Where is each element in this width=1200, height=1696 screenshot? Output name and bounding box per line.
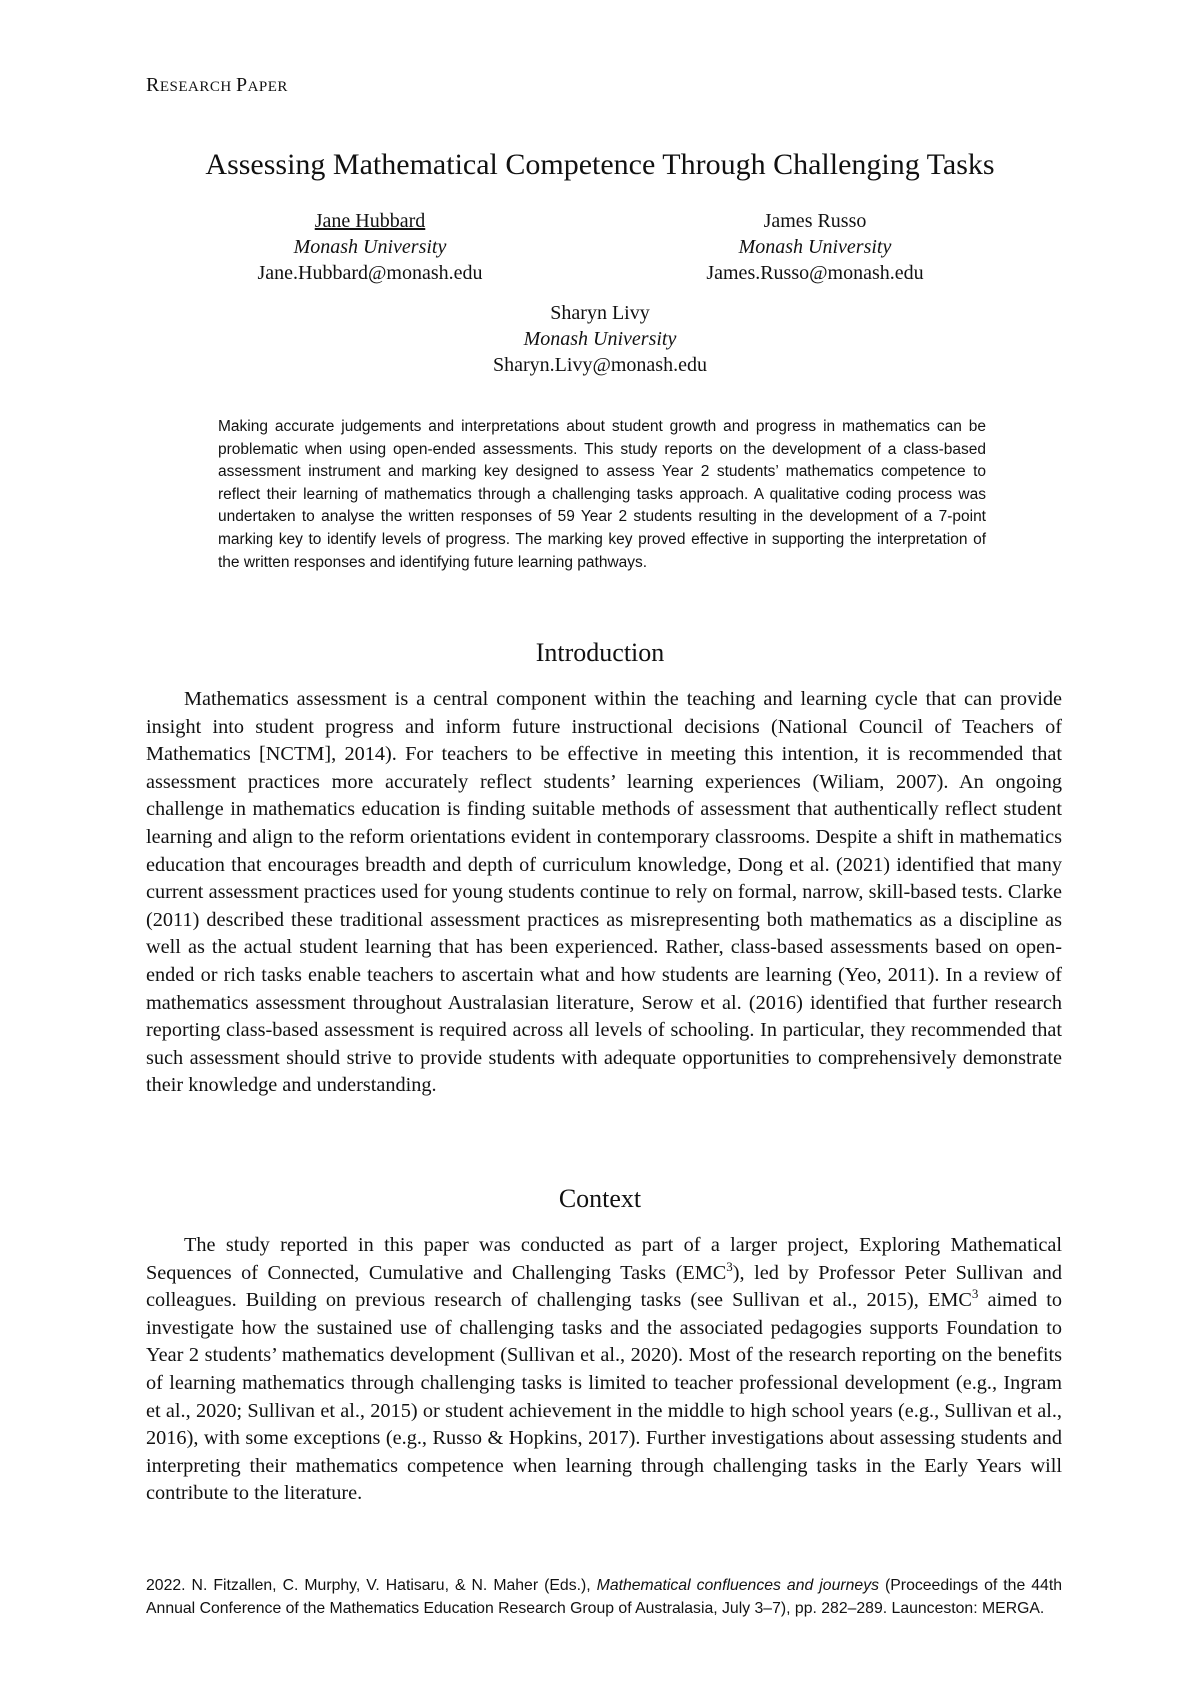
author-block-3 — [420, 300, 780, 378]
author-email: Sharyn.Livy@monash.edu — [493, 354, 707, 376]
abstract: Making accurate judgements and interpretations about student growth and progress in mathematics can be problematic when using open-ended assessments. This study reports on the development of a class-based assessment instrument and marking key designed to assess Year 2 students’ mathematics competence to reflect their learning of mathematics through a challenging tasks approach. A qualitative coding process was undertaken to analyse the written responses of 59 Year 2 students resulting in the development of a 7-point marking key to identify levels of progress. The marking key proved effective in supporting the interpretation of the written responses and identifying future learning pathways. — [218, 418, 986, 571]
author-affiliation: Monash University — [738, 236, 892, 258]
author-block-1 — [220, 208, 520, 286]
author-email: James.Russo@monash.edu — [706, 262, 924, 284]
section-heading-context: Context — [558, 1184, 642, 1213]
section-heading-introduction: Introduction — [535, 638, 665, 667]
author-affiliation: Monash University — [293, 236, 447, 258]
paper-title: Assessing Mathematical Competence Through Challenging Tasks — [205, 148, 995, 181]
context-paragraph: The study reported in this paper was conducted as part of a larger project, Exploring Mathematical Sequences of Connected, Cumulative and Challenging Tasks (EMC$^3$), led by Professor Peter Sullivan and colleagues. Building on previous research of challenging tasks (see Sullivan et al., 2015), EMC$^3$ aimed to investigate how the sustained use of challenging tasks and the associated pedagogies supports Foundation to Year 2 students’ mathematics development (Sullivan et al., 2020). Most of the research reporting on the benefits of learning mathematics through challenging tasks is limited to teacher professional development (e.g., Ingram et al., 2020; Sullivan et al., 2015) or student achievement in the middle to high school years (e.g., Sullivan et al., 2016), with some exceptions (e.g., Russo & Hopkins, 2017). Further investigations about assessing students and interpreting their mathematics competence when learning through challenging tasks in the Early Years will contribute to the literature. — [146, 1234, 1062, 1505]
running-head: RESEARCH PAPER — [146, 74, 288, 96]
proceedings-footnote: 2022. N. Fitzallen, C. Murphy, V. Hatisaru, & N. Maher (Eds.), Mathematical confluences and journeys (Proceedings of the 44th Annual Conference of the Mathematics Education Research Group of Australasia, July 3–7), pp. 282–289. Launceston: MERGA. — [146, 1577, 1062, 1617]
author-name: Sharyn Livy — [550, 302, 650, 324]
author-block-2 — [645, 208, 985, 286]
author-name: James Russo — [763, 210, 867, 232]
author-affiliation: Monash University — [523, 328, 677, 350]
introduction-paragraph: Mathematics assessment is a central component within the teaching and learning cycle that can provide insight into student progress and inform future instructional decisions (National Council of Teachers of Mathematics [NCTM], 2014). For teachers to be effective in meeting this intention, it is recommended that assessment practices more accurately reflect students’ learning experiences (Wiliam, 2007). An ongoing challenge in mathematics education is finding suitable methods of assessment that authentically reflect student learning and align to the reform orientations evident in contemporary classrooms. Despite a shift in mathematics education that encourages breadth and depth of curriculum knowledge, Dong et al. (2021) identified that many current assessment practices used for young students continue to rely on formal, narrow, skill-based tests. Clarke (2011) described these traditional assessment practices as misrepresenting both mathematics as a discipline as well as the actual student learning that has been experienced. Rather, class-based assessments based on open-ended or rich tasks enable teachers to ascertain what and how students are learning (Yeo, 2011). In a review of mathematics assessment throughout Australasian literature, Serow et al. (2016) identified that further research reporting class-based assessment is required across all levels of schooling. In particular, they recommended that such assessment should strive to provide students with adequate opportunities to comprehensively demonstrate their knowledge and understanding. — [146, 688, 1062, 1097]
author-email: Jane.Hubbard@monash.edu — [257, 262, 483, 284]
author-name[interactable]: Jane Hubbard — [314, 210, 426, 232]
